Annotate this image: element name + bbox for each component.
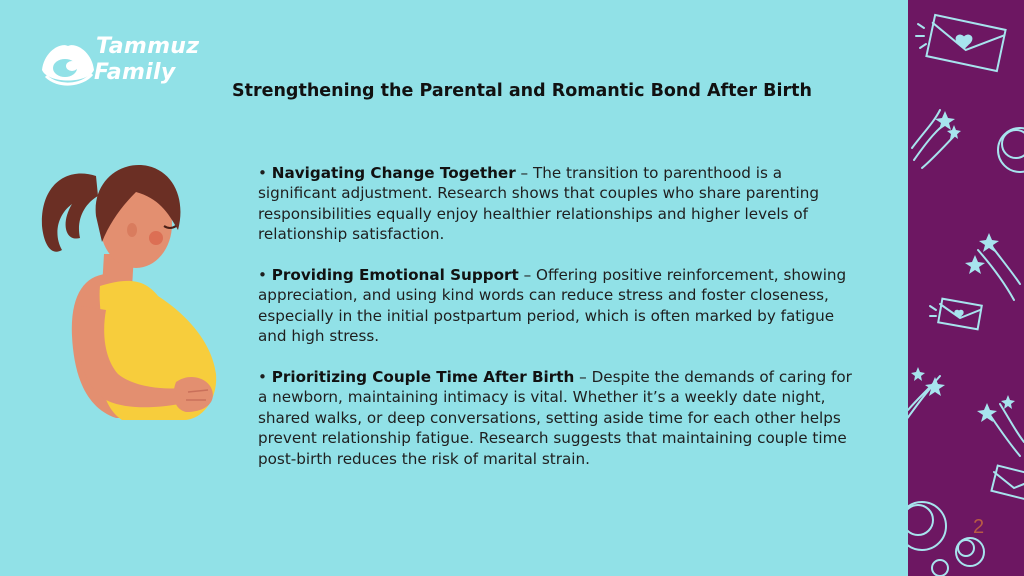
bullet-text: – The transition to parenthood is a significant adjustment. Research shows that couples who share parenting responsibilities equally enjoy healthier relationships and higher levels of relationship satisfaction. xyxy=(258,164,820,244)
bullet-item-emotional-support xyxy=(258,265,858,347)
bullet-marker: • xyxy=(258,266,267,285)
bullet-heading: Providing Emotional Support xyxy=(271,266,519,285)
brand-name xyxy=(96,34,199,86)
bullet-text: – Offering positive reinforcement, showing appreciation, and using kind words can reduce stress and foster closeness, especially in the initial postpartum period, which is often marked by fatigue and high stress. xyxy=(258,266,847,346)
shooting-stars-icon xyxy=(965,233,1020,300)
brand-name-line1: Tammuz xyxy=(96,34,200,59)
shooting-stars-icon xyxy=(908,367,945,420)
envelope-heart-icon xyxy=(916,15,1006,71)
envelope-heart-icon xyxy=(991,466,1024,501)
bubble-circle-icon xyxy=(908,502,984,576)
bullet-heading: Navigating Change Together xyxy=(271,164,516,182)
bullet-item-couple-time xyxy=(258,367,858,469)
shooting-stars-icon xyxy=(977,395,1024,456)
envelope-heart-icon xyxy=(930,299,982,330)
page-number: 2 xyxy=(973,516,985,538)
brand-name-line2: Family xyxy=(94,60,176,85)
logo-mark-icon xyxy=(38,36,98,92)
pregnant-woman-illustration xyxy=(36,146,226,426)
slide-title: Strengthening the Parental and Romantic Bond After Birth xyxy=(232,81,812,101)
bullet-text: – Despite the demands of caring for a newborn, maintaining intimacy is vital. Whether it’s a weekly date night, shared walks, or deep conversations, setting aside time for each other helps prevent relationship fatigue. Research suggests that maintaining couple time post-birth reduces the risk of marital strain. xyxy=(258,368,852,468)
bullet-marker: • xyxy=(258,164,267,182)
bubble-circle-icon xyxy=(998,128,1024,172)
shooting-stars-icon xyxy=(912,110,961,168)
bullet-item-navigating-change xyxy=(258,163,858,245)
brand-logo[interactable] xyxy=(38,34,208,94)
bullet-list xyxy=(258,163,858,489)
bullet-marker: • xyxy=(258,368,267,387)
decorative-side-panel xyxy=(908,0,1024,576)
bullet-heading: Prioritizing Couple Time After Birth xyxy=(271,368,575,387)
